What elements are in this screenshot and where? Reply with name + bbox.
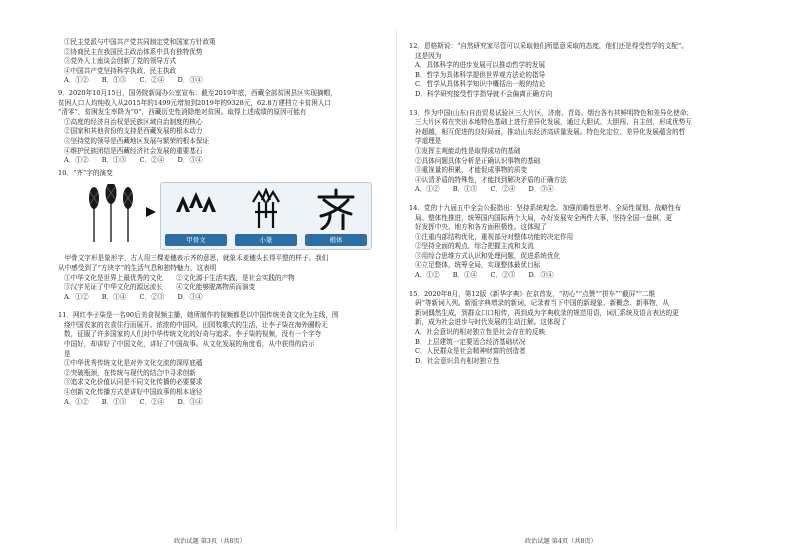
- question-10: [58, 169, 388, 303]
- q11-stem-line: 数，征服了许多国家的人们对中华传统文化的好奇与追求。李子柒的视频，没有一个字夸: [64, 330, 322, 339]
- small-seal-qi-glyph: [243, 188, 289, 230]
- page-footer-right: 政治试题 第4页（共8页）: [525, 538, 597, 545]
- left-column: [58, 38, 388, 407]
- q12-stem-line: 12．恩格斯说：“自然研究家尽管可以采取他们所愿意采取的态度，他们还是得受哲学的支配”。: [409, 42, 688, 50]
- q9-stem-line: 9．2020年10月15日，国务院新闻办公室宣布：截至2019年底，西藏全部贫困县区实现摘帽，: [58, 88, 337, 97]
- script-caption: 甲骨文: [165, 234, 227, 246]
- q14-option-4: ④立足整体，统筹全局，实现整体最优目标: [415, 261, 541, 270]
- q9-option-4: ④维护民族团结是西藏经济社会发展的重要基石: [64, 146, 203, 155]
- question-9: [58, 89, 388, 166]
- question-12: [409, 42, 777, 100]
- q10-stem-line: 从中感受到了“方块字”的生活气息和独特魅力，这表明: [58, 263, 217, 272]
- q9-choices: A．①② B．①③ C．②④ D．③④: [64, 156, 203, 165]
- q10-option-row: ①中华文化是世界上最优秀的文化 ②文化源于生活实践，是社会实践的产物: [64, 273, 295, 282]
- q12-option-c: C．哲学从具体科学知识中概括出一般的结论: [415, 80, 546, 89]
- q15-stem-line: 新词偶然生成，到群众口口相传，再到成为字典收录的规范用语，词汇系统及语言表达的更: [415, 308, 679, 317]
- q8-option-2: ②协商民主在我国民主政治体系中具有独特优势: [64, 47, 203, 56]
- q10-option-row: ③汉字见证了中华文化的源远流长 ④文化能够脱离物质而演变: [64, 283, 256, 292]
- q14-choices: A．①② B．①④ C．②③ D．③④: [415, 271, 554, 280]
- q13-option-4: ④认清矛盾的特殊性，才能找到解决矛盾的正确方法: [415, 175, 567, 184]
- right-page: [397, 0, 794, 558]
- q11-stem-line: 中国好，却讲好了中国文化，讲好了中国故事。从文化发展的角度看，从中获得的启示: [64, 340, 315, 349]
- script-caption: 小篆: [235, 234, 297, 246]
- q15-stem-line: 15．2020年8月，第12版《新华字典》在京首发，“初心”“点赞”“拼车”“截屏”“二维: [409, 289, 656, 298]
- wheat-ears-image: [82, 184, 140, 242]
- q14-stem-line: 局、整体性推进，统筹国内国际两个大局，办好发展安全两件大事，坚持全国一盘棋，更: [415, 213, 673, 222]
- q13-option-2: ②具体问题具体分析是正确认识事物的基础: [415, 156, 541, 165]
- q11-stem-line: 绕中国农家的衣食住行而展开。浓浓的中国风，田园牧歌式的生活，让李子柒在海外圈粉无: [64, 320, 328, 329]
- q13-stem-line: 学道理是: [415, 137, 442, 146]
- q14-option-2: ②坚持全面的观点，综合把握主流和支流: [415, 242, 534, 251]
- regular-script-qi-glyph: [313, 188, 359, 230]
- q11-stem-line: 是: [64, 349, 71, 358]
- q13-stem-line: 三大片区将在突出本地特色基础上进行差异化发展，通过大胆试、大胆闯、自主创，形成优势互: [415, 118, 692, 127]
- q9-stem-line: 贫困人口人均纯收入从2015年的1499元增加到2019年的9328元，62.8万建档立卡贫困人口: [58, 98, 332, 107]
- right-column: [409, 38, 777, 366]
- q8-options: [58, 38, 388, 86]
- q14-option-3: ③用综合思维方式认识和处理问题，促进系统优化: [415, 251, 561, 260]
- script-evolution-panel: [160, 182, 372, 250]
- page-footer-left: 政治试题 第3页（共8页）: [174, 538, 246, 545]
- question-13: [409, 109, 777, 195]
- q11-stem-line: 11．网红李子柒是一名90后美食视频主播，她所制作的视频都是以中国传统美食文化为主线，围: [58, 311, 339, 320]
- q15-option-c: C．人民群众是社会精神财富的创造者: [415, 347, 526, 356]
- q10-stem-line: 甲骨文字形是象形字，古人用三棵麦穗表示齐的意思，就象禾麦穗头长得平整的样子。我们: [58, 254, 329, 263]
- q15-option-b: B．上层建筑一定要适合经济基础状况: [415, 337, 526, 346]
- q13-option-1: ①发挥主观能动性是取得成功的基础: [415, 146, 521, 155]
- q11-choices: A．①② B．①③ C．②④ D．③④: [64, 397, 203, 406]
- question-15: [409, 290, 777, 367]
- q12-option-d: D．科学研究接受哲学指导就不会偏离正确方向: [415, 89, 553, 98]
- q14-stem-line: 好发挥中央、地方和各方面积极性。这体现了: [415, 223, 547, 232]
- q14-stem-line: 14．党的十九届五中全会公报指出：坚持系统观念。加强前瞻性思考、全局性谋划、战略性布: [409, 203, 682, 212]
- script-caption: 楷体: [305, 234, 367, 246]
- q8-option-4: ④中国共产党坚持科学执政、民主执政: [64, 66, 177, 75]
- q14-option-1: ①注重内部结构优化，重视部分对整体功能的决定作用: [415, 232, 574, 241]
- q11-option-2: ②突破瓶颈，在传统与现代的结合中寻求创新: [64, 368, 196, 377]
- q15-option-d: D．社会意识具有相对独立性: [415, 356, 500, 365]
- q9-option-1: ①高度的经济自治权是民族区域自治制度的核心: [64, 117, 203, 126]
- q11-option-3: ③追求文化价值认同是不同文化传播的必要要求: [64, 378, 203, 387]
- q13-choices: A．①② B．①③ C．②④ D．③④: [415, 185, 554, 194]
- q13-option-3: ③重视量的积累，才能促成事物的质变: [415, 166, 528, 175]
- regular-script: [305, 186, 367, 246]
- q8-option-1: ①民主党派与中国共产党共同制定党和国家方针政策: [64, 38, 216, 46]
- q10-choices: A．①② B．①④ C．②③ D．③④: [64, 292, 203, 301]
- q15-option-a: A．社会意识的相对独立性是社会存在的反映: [415, 328, 546, 337]
- q9-option-2: ②国家和其他省份的支持是西藏发展的根本动力: [64, 127, 203, 136]
- q12-option-a: A．具体科学的进步发展可以推动哲学的发展: [415, 61, 546, 70]
- oracle-bone-script: [165, 186, 227, 246]
- q12-stem-line: 这是因为: [415, 51, 442, 60]
- small-seal-script: [235, 186, 297, 246]
- q10-title: 10．“齐”字的演变: [58, 168, 113, 177]
- question-14: [409, 204, 777, 281]
- q9-option-3: ③坚持党的领导是西藏地区发展与繁荣的根本保证: [64, 136, 210, 145]
- oracle-bone-qi-glyph: [173, 188, 219, 230]
- question-11: [58, 311, 388, 407]
- q9-stem-line: “清零”，贫困发生率降为“0”，西藏历史性消除绝对贫困。取得上述成绩的原因可能有: [58, 108, 307, 117]
- q11-option-1: ①中华优秀传统文化是对外文化交流的深厚底蕴: [64, 359, 203, 368]
- q8-choices: A．①② B．①③ C．②④ D．③④: [64, 76, 203, 85]
- q11-option-4: ④创新文化传播方式是讲好中国故事的根本途径: [64, 388, 203, 397]
- q8-option-3: ③党外人士座谈会创新了党的领导方式: [64, 57, 177, 66]
- q15-stem-line: 新，成为社会进步与时代发展的生动注解。这体现了: [415, 318, 567, 327]
- q12-option-b: B．哲学为具体科学提供世界观方法论的指导: [415, 70, 546, 79]
- q13-stem-line: 13．作为中国(山东)自由贸易试验区三大片区，济南、青岛、烟台各有其鲜明特色和差异化使命；: [409, 108, 693, 117]
- q13-stem-line: 补超越，相互促进的良好局面，推动山东经济高质量发展。特色化定位、差异化发展蕴含的哲: [415, 127, 686, 136]
- arrow-right-icon: [146, 206, 156, 218]
- qi-character-figure: [58, 182, 388, 250]
- q15-stem-line: 码”等新词入列。新版字典增录的新词，记录着当下中国的新现象、新概念、新事物，从: [415, 299, 669, 308]
